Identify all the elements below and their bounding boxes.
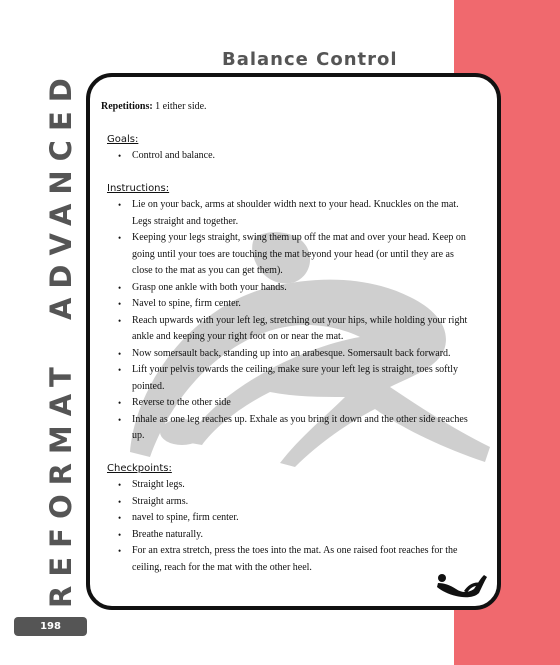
instruction-item: • Keeping your legs straight, swing them up off the mat and over your head. Keep on going until your toes are touching the mat beyond your head (or until they are as close to the mat as you can get them). [118,230,476,280]
exercise-card [86,73,501,610]
checkpoint-item: • Straight arms. [118,494,476,511]
page-number: 198 [14,617,87,636]
checkpoint-item: • Breathe naturally. [118,527,476,544]
repetitions-label: Repetitions: [101,101,153,112]
exercise-content [101,99,476,576]
checkpoint-item: • navel to spine, firm center. [118,510,476,527]
goals-list [118,148,476,165]
repetitions-line [101,99,476,116]
checkpoint-item: • Straight legs. [118,477,476,494]
page-title: Balance Control [222,49,398,70]
pilates-rollover-figure-icon [434,571,490,599]
instruction-item: • Now somersault back, standing up into an arabesque. Somersault back forward. [118,346,476,363]
repetitions-value: 1 either side. [152,101,207,112]
instruction-item: • Reach upwards with your left leg, stretching out your hips, while holding your right ankle and keeping your right foot on or near the mat. [118,313,476,346]
checkpoints-heading: Checkpoints: [107,462,172,474]
instruction-item: • Inhale as one leg reaches up. Exhale as you bring it down and the other side reaches up. [118,412,476,445]
goals-heading: Goals: [107,133,139,145]
instruction-item: • Reverse to the other side [118,395,476,412]
instructions-list [118,197,476,445]
instruction-item: • Navel to spine, firm center. [118,296,476,313]
checkpoint-item: • For an extra stretch, press the toes into the mat. As one raised foot reaches for the ceiling, reach for the mat with the other heel. [118,543,476,576]
instruction-item: • Lift your pelvis towards the ceiling, make sure your left leg is straight, toes softly pointed. [118,362,476,395]
side-section-label: REFORMAT ADVANCED [44,69,78,608]
goal-item: • Control and balance. [118,148,476,165]
checkpoints-list [118,477,476,576]
instruction-item: • Grasp one ankle with both your hands. [118,280,476,297]
instruction-item: • Lie on your back, arms at shoulder width next to your head. Knuckles on the mat. Legs straight and together. [118,197,476,230]
instructions-heading: Instructions: [107,182,170,194]
